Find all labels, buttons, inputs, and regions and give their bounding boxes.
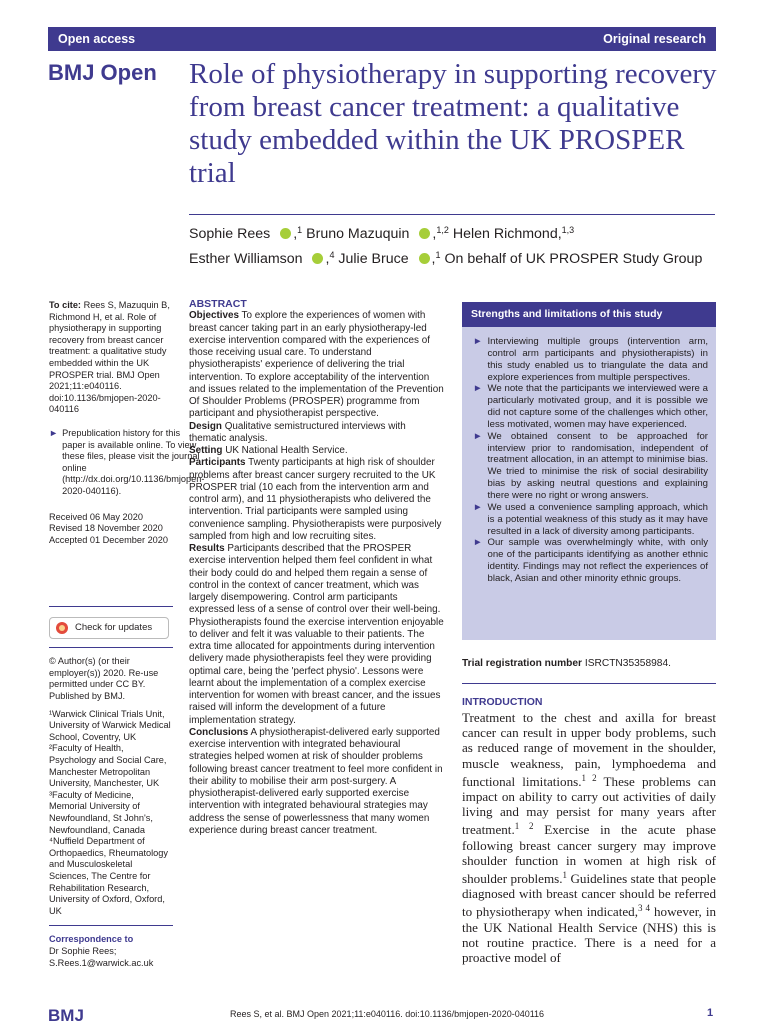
received-date: Received 06 May 2020 bbox=[49, 511, 143, 522]
correspondence-email[interactable]: S.Rees.1@warwick.ac.uk bbox=[49, 957, 154, 968]
introduction-heading: INTRODUCTION bbox=[462, 696, 543, 708]
objectives-text: To explore the experiences of women with breast cancer taking part in an early physiotherapy-led exercise intervention compared with the experiences of those receiving usual care. To understand physiotherapists' experience of delivering the trial intervention. To explore acceptability of the intervention and issues related to the implementation of the Prevention Of Shoulder Problems (PROSPER) programme from participant and physiotherapist perspective. bbox=[189, 310, 444, 420]
affiliation-ref: 1 bbox=[435, 250, 441, 260]
section-label: Participants bbox=[189, 457, 246, 469]
citation-block bbox=[49, 300, 173, 416]
sidebar bbox=[49, 300, 205, 969]
prepub-text[interactable]: Prepublication history for this paper is available online. To view these files, please visit the journal online (http://dx.doi.org/10.1136/bmjopen-2020-040116). bbox=[62, 427, 205, 496]
affiliation-ref: 1,3 bbox=[561, 225, 575, 235]
check-updates-button[interactable] bbox=[49, 617, 169, 639]
design-text: Qualitative semistructured interviews with thematic analysis. bbox=[189, 420, 406, 444]
section-label: Objectives bbox=[189, 310, 239, 322]
affiliation-ref: 4 bbox=[329, 250, 335, 260]
conclusions-text: A physiotherapist-delivered early supported exercise intervention with integrated behavioural strategies helped women at risk of shoulder problems following breast cancer treatment to feel more confident in their ability to mobilise their arm post-surgery. A physiotherapist-delivered early supported exercise intervention with integrated behavioural strategies may address the sense of powerlessness that many women experience during breast cancer treatment. bbox=[189, 726, 443, 836]
strengths-heading: Strengths and limitations of this study bbox=[462, 302, 716, 327]
author-name[interactable]: Helen Richmond, bbox=[452, 226, 562, 242]
author-name[interactable]: Julie Bruce bbox=[338, 251, 409, 267]
list-item: ► We note that the participants we interviewed were a particularly motivated group, and it is possible we did not capture some of the challenges which other, less motivated, women may have experienced. bbox=[473, 383, 708, 430]
list-item: ► Our sample was overwhelmingly white, with only one of the participants identifying as another ethnic identity. Findings may not reflect the experiences of black, Asian and other minority ethnic groups. bbox=[473, 537, 708, 584]
affiliation: ¹Warwick Clinical Trials Unit, University of Warwick Medical School, Coventry, UK bbox=[49, 708, 171, 742]
prepub-note bbox=[49, 427, 205, 498]
section-label: Conclusions bbox=[189, 726, 249, 738]
crossmark-icon bbox=[56, 622, 68, 634]
accepted-date: Accepted 01 December 2020 bbox=[49, 534, 169, 545]
affiliation: ³Faculty of Medicine, Memorial University of Newfoundland, St John's, Newfoundland, Canada bbox=[49, 789, 153, 835]
cite-label: To cite: bbox=[49, 300, 81, 310]
section-label: Results bbox=[189, 543, 225, 554]
revised-date: Revised 18 November 2020 bbox=[49, 523, 163, 534]
cite-text: Rees S, Mazuquin B, Richmond H, et al. Role of physiotherapy in supporting recovery from breast cancer treatment: a qualitative study embedded within the UK PROSPER trial. BMJ Open 2021;11:e040116. doi:10.1136/bmjopen-2020-040116 bbox=[49, 300, 170, 415]
trial-label: Trial registration number bbox=[462, 658, 583, 669]
introduction-text: Treatment to the chest and axilla for breast cancer can result in upper body problems, such as reduced range of movement in the shoulder, muscle weakness, pain, lymphoedema and functional limitations.$^{1 2}$ These problems can impact on ability to carry out activities of daily living and may persist for many years after treatment.$^{1 2}$ Exercise in the acute phase following breast cancer surgery may improve shoulder function in women at high risk of shoulder problems.$^1$ Guidelines state that people diagnosed with breast cancer should be referred to physiotherapy when indicated,$^{3 4}$ however, in the UK National Health Service (NHS) this is not routine practice. There is a need for a proactive model of bbox=[462, 710, 717, 966]
triangle-bullet-icon: ► bbox=[49, 427, 59, 438]
affiliation-ref: 1 bbox=[297, 225, 303, 235]
abstract bbox=[189, 298, 445, 837]
list-item: ► We used a convenience sampling approach, which is a potential weakness of this study as it may have resulted in a lack of diversity among participants. bbox=[473, 501, 708, 537]
strengths-box bbox=[462, 302, 716, 640]
divider bbox=[49, 647, 173, 648]
triangle-bullet-icon: ► bbox=[473, 501, 483, 513]
abstract-heading: ABSTRACT bbox=[189, 298, 247, 310]
section-label: Design bbox=[189, 420, 222, 432]
trial-number[interactable]: ISRCTN35358984. bbox=[584, 658, 671, 669]
triangle-bullet-icon: ► bbox=[473, 336, 483, 347]
reference-link[interactable]: 3 4 bbox=[638, 903, 650, 914]
setting-text: UK National Health Service. bbox=[225, 445, 348, 456]
header-bar bbox=[48, 27, 716, 51]
trial-registration bbox=[462, 658, 671, 669]
reference-link[interactable]: 1 2 bbox=[581, 772, 597, 783]
orcid-icon[interactable] bbox=[419, 253, 430, 264]
affiliation-ref: 1,2 bbox=[436, 225, 449, 235]
divider bbox=[49, 925, 173, 926]
footer-logo: BMJ bbox=[48, 1006, 84, 1025]
article-title: Role of physiotherapy in supporting recovery from breast cancer treatment: a qualitative study embedded within the UK PROSPER trial bbox=[189, 58, 717, 189]
list-item: ► We obtained consent to be approached for interview prior to randomisation, independent of treatment allocation, in an attempt to minimise bias. We tried to minimise the risk of social desirability bias by asking neutral questions and explaining there were no right or wrong answers. bbox=[473, 430, 708, 501]
orcid-icon[interactable] bbox=[280, 228, 291, 239]
study-group: On behalf of UK PROSPER Study Group bbox=[444, 251, 703, 267]
check-updates-label: Check for updates bbox=[75, 622, 153, 634]
triangle-bullet-icon: ► bbox=[473, 383, 483, 395]
results-text: Participants described that the PROSPER exercise intervention helped them feel confident in what their body could do and helped them regain a sense of control in the context of cancer treatment, which was largely disempowering. Control arm participants expressed less of a sense of control over their well-being. Physiotherapists found the exercise intervention enjoyable to deliver and felt it was valuable to their patients. The extra time allocated for appointments during intervention delivery made physiotherapists feel they were providing optimal care, being the 'perfect physio'. Lessons were learnt about the implementation of a complex exercise intervention for women with breast cancer, and the issues raised will inform the development of a future implementation strategy. bbox=[189, 543, 444, 726]
orcid-icon[interactable] bbox=[419, 228, 430, 239]
section-label: Setting bbox=[189, 445, 223, 456]
author-name[interactable]: Bruno Mazuquin bbox=[306, 226, 410, 242]
copyright: © Author(s) (or their employer(s)) 2020. Re-use permitted under CC BY. Published by BMJ. bbox=[49, 656, 159, 702]
list-item: ► Interviewing multiple groups (intervention arm, control arm participants and physiotherapists) in this study enabled us to triangulate the data and explore experiences from multiple perspectives. bbox=[473, 336, 708, 383]
affiliation: ²Faculty of Health, Psychology and Social Care, Manchester Metropolitan University, Manchester, UK bbox=[49, 743, 167, 789]
open-access-label: Open access bbox=[58, 32, 136, 46]
author-name[interactable]: Esther Williamson bbox=[189, 251, 303, 267]
reference-link[interactable]: 1 2 bbox=[514, 821, 534, 832]
correspondence-heading: Correspondence to bbox=[49, 934, 134, 945]
divider bbox=[189, 214, 715, 215]
affiliation: ⁴Nuffield Department of Orthopaedics, Rheumatology and Musculoskeletal Sciences, The Centre for Rehabilitation Research, University of Oxford, Oxford, UK bbox=[49, 836, 168, 916]
journal-logo: BMJ Open bbox=[48, 60, 157, 85]
participants-text: Twenty participants at high risk of shoulder problems after breast cancer surgery recruited to the UK PROSPER trial (10 each from the intervention arm and control arm), and 11 physiotherapists who delivered the intervention. Trial participants were sampled using convenience sampling. Physiotherapists were purposively sampled from high and low recruiting sites. bbox=[189, 457, 442, 542]
divider bbox=[49, 606, 173, 607]
triangle-bullet-icon: ► bbox=[473, 537, 483, 549]
reference-link[interactable]: 1 bbox=[562, 870, 568, 881]
orcid-icon[interactable] bbox=[312, 253, 323, 264]
correspondence-name: Dr Sophie Rees; bbox=[49, 945, 117, 956]
triangle-bullet-icon: ► bbox=[473, 430, 483, 442]
article-type-label: Original research bbox=[603, 32, 706, 46]
author-list: Sophie Rees ,$^1$ Bruno Mazuquin ,$^{1,2}$ Helen Richmond,$^{1,3}$ Esther Williamson ,$^4$ Julie Bruce ,$^1$ On behalf of UK PROSPER Study Group bbox=[189, 225, 703, 267]
divider bbox=[462, 683, 716, 684]
author-name[interactable]: Sophie Rees bbox=[189, 226, 271, 242]
footer-citation: Rees S, et al. BMJ Open 2021;11:e040116. doi:10.1136/bmjopen-2020-040116 bbox=[230, 1009, 545, 1019]
page-number: 1 bbox=[707, 1007, 714, 1019]
